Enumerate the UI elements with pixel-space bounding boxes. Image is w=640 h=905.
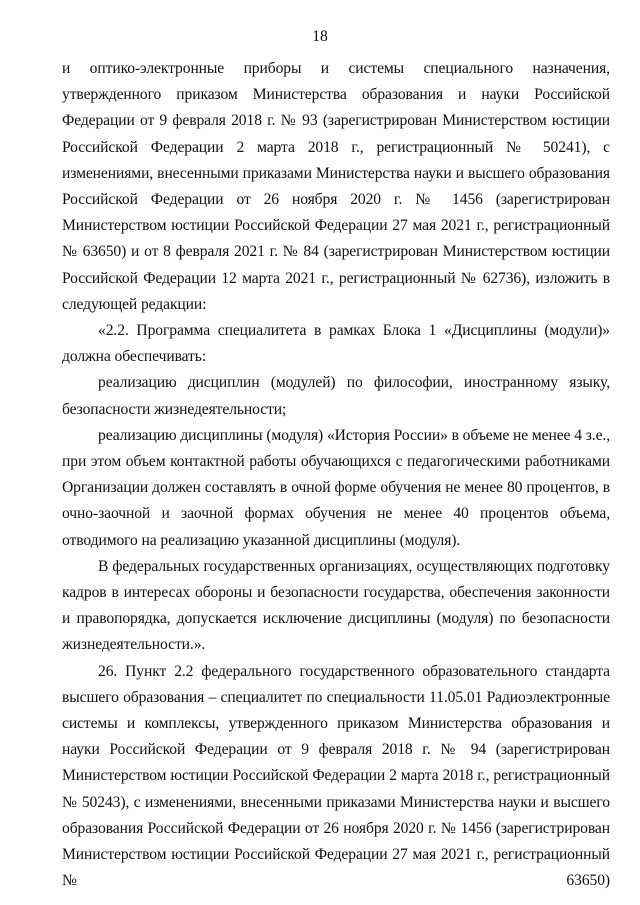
paragraph-continuation: и оптико-электронные приборы и системы специального назначения, утвержденного приказом Министерства образования и науки Российской Федерации от 9 февраля 2018 г. № 93 (зарегистрирован Министерством юстиции Российской Федерации 2 марта 2018 г., регистрационный № 50241), с изменениями, внесенными приказами Министерства науки и высшего образования Российской Федерации от 26 ноября 2020 г. № 1456 (зарегистрирован Министерством юстиции Российской Федерации 27 мая 2021 г., регистрационный № 63650) и от 8 февраля 2021 г. № 84 (зарегистрирован Министерством юстиции Российской Федерации 12 марта 2021 г., регистрационный № 62736), изложить в следующей редакции:: [62, 60, 610, 313]
paragraph-history-of-russia: реализацию дисциплины (модуля) «История России» в объеме не менее 4 з.е., при этом объем контактной работы обучающихся с педагогическими работниками Организации должен составлять в очной форме обучения не менее 80 процентов, в очно-заочной и заочной формах обучения не менее 40 процентов объема, отводимого на реализацию указанной дисциплины (модуля).: [62, 426, 610, 549]
paragraph-item-26: 26. Пункт 2.2 федерального государственного образовательного стандарта высшего образования – специалитет по специальности 11.05.01 Радиоэлектронные системы и комплексы, утвержденного приказом Министерства образования и науки Российской Федерации от 9 февраля 2018 г. № 94 (зарегистрирован Министерством юстиции Российской Федерации 2 марта 2018 г., регистрационный № 50243), с изменениями, внесенными приказами Министерства науки и высшего образования Российской Федерации от 26 ноября 2020 г. № 1456 (зарегистрирован Министерством юстиции Российской Федерации 27 мая 2021 г., регистрационный № 63650): [62, 662, 610, 890]
page-number: 18: [312, 28, 328, 45]
document-body: [62, 56, 610, 895]
paragraph-program-requirements: «2.2. Программа специалитета в рамках Блока 1 «Дисциплины (модули)» должна обеспечивать:: [62, 322, 610, 366]
paragraph-federal-organizations: В федеральных государственных организациях, осуществляющих подготовку кадров в интересах обороны и безопасности государства, обеспечения законности и правопорядка, допускается исключение дисциплины (модуля) по безопасности жизнедеятельности.».: [62, 557, 610, 654]
paragraph-disciplines: реализацию дисциплин (модулей) по философии, иностранному языку, безопасности жизнедеятельности;: [62, 374, 610, 418]
